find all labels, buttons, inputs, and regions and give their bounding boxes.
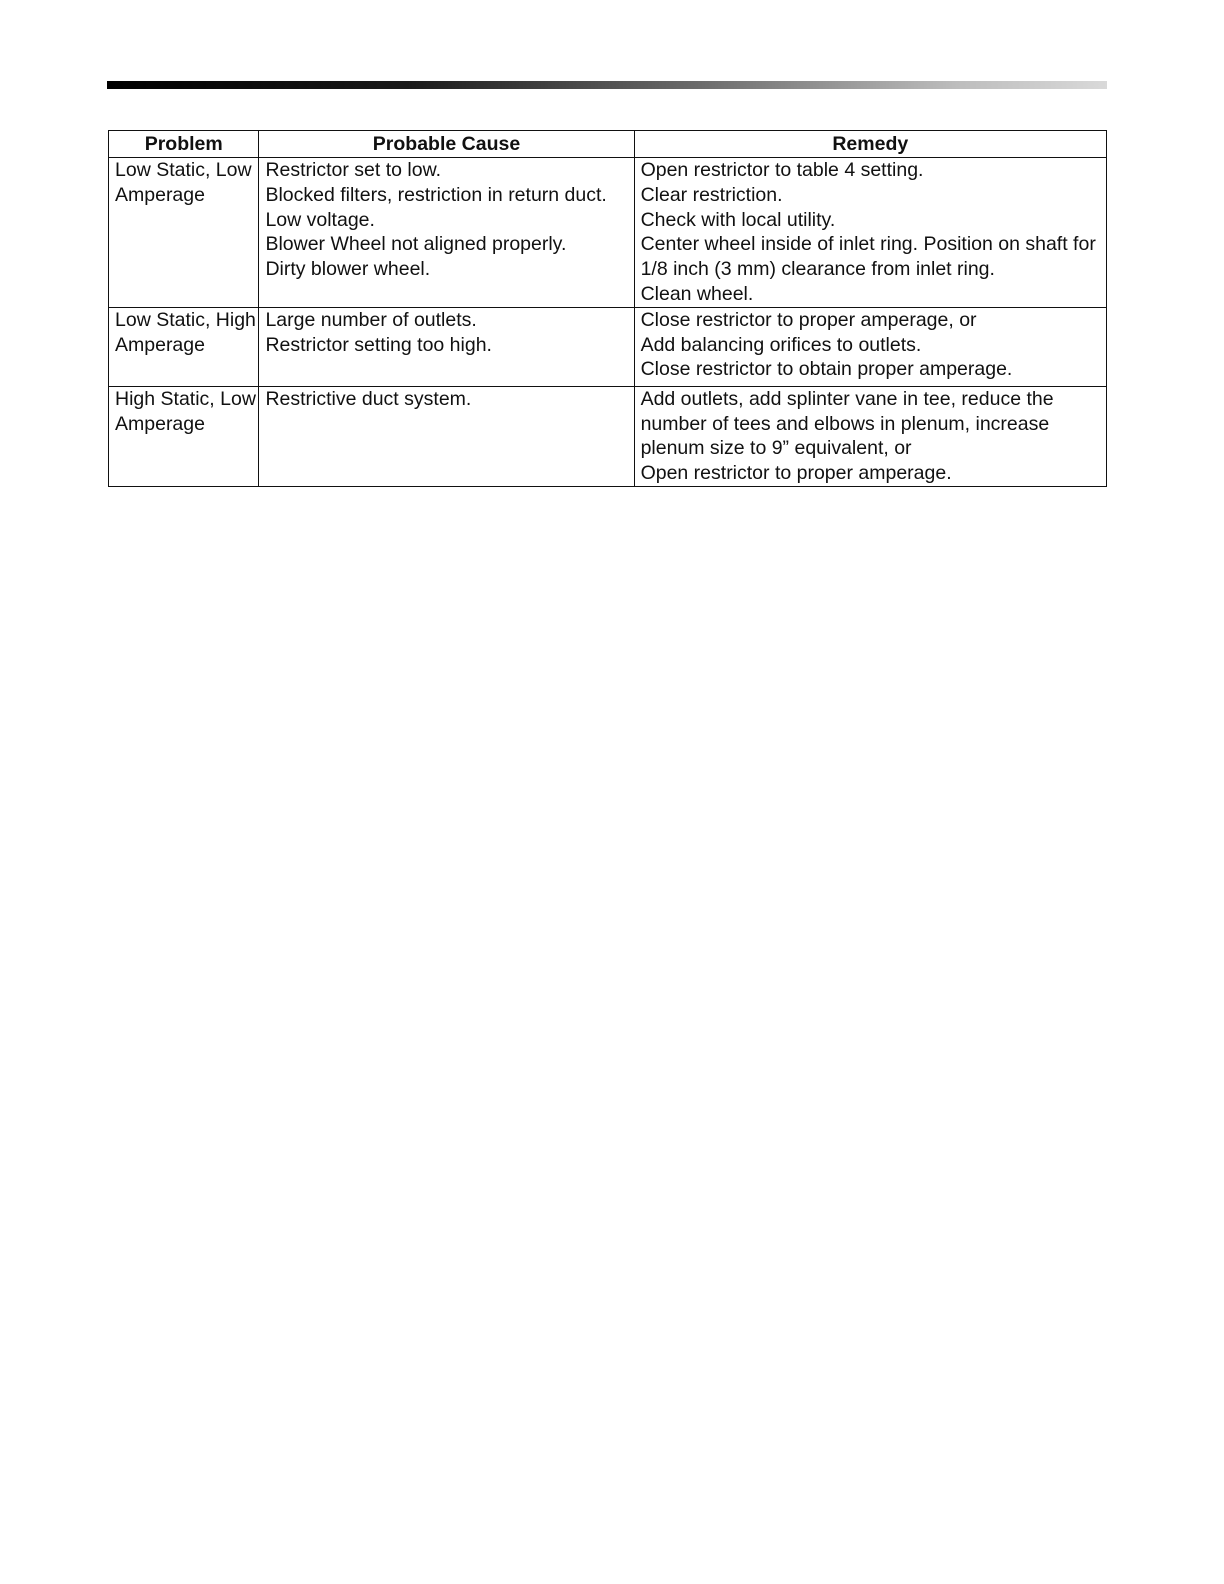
cause-line: Blower Wheel not aligned properly. (265, 233, 567, 256)
remedy-line: plenum size to 9” equivalent, or (640, 437, 912, 460)
remedy-cell (634, 307, 1106, 386)
problem-line: Amperage (115, 183, 205, 206)
table-row (109, 386, 1107, 486)
remedy-cell (634, 158, 1106, 308)
cause-line: Restrictor setting too high. (265, 333, 492, 356)
cause-line: Restrictor set to low. (265, 159, 441, 181)
remedy-line: Close restrictor to obtain proper amperage. (640, 358, 1013, 381)
remedy-line: 1/8 inch (3 mm) clearance from inlet ring. (640, 258, 995, 281)
problem-line: Amperage (115, 333, 205, 356)
remedy-line: Clear restriction. (640, 183, 783, 206)
remedy-cell (634, 386, 1106, 486)
remedy-line: Add balancing orifices to outlets. (640, 333, 922, 356)
problem-cell (109, 386, 259, 486)
header-rule (107, 81, 1107, 89)
remedy-line: number of tees and elbows in plenum, increase (640, 412, 1050, 435)
cause-cell (259, 307, 634, 386)
problem-cell (109, 158, 259, 308)
remedy-line: Open restrictor to table 4 setting. (640, 159, 924, 181)
table-header-row (109, 131, 1107, 158)
remedy-line: Clean wheel. (640, 282, 754, 305)
remedy-line: Open restrictor to proper amperage. (640, 462, 952, 485)
table-row (109, 307, 1107, 386)
cause-line: Large number of outlets. (265, 308, 477, 331)
cause-line: Low voltage. (265, 208, 375, 231)
problem-line: Amperage (115, 412, 205, 435)
table-row (109, 158, 1107, 308)
header-remedy: Remedy (634, 131, 1106, 158)
remedy-line: Add outlets, add splinter vane in tee, reduce the (640, 387, 1054, 410)
cause-cell (259, 386, 634, 486)
remedy-line: Check with local utility. (640, 208, 836, 231)
header-probable-cause: Probable Cause (259, 131, 634, 158)
problem-line: Low Static, High (115, 308, 256, 331)
cause-line: Restrictive duct system. (265, 387, 472, 410)
cause-line: Dirty blower wheel. (265, 258, 431, 281)
problem-line: High Static, Low (115, 387, 256, 410)
remedy-line: Center wheel inside of inlet ring. Position on shaft for (640, 233, 1096, 256)
remedy-line: Close restrictor to proper amperage, or (640, 308, 977, 331)
header-problem: Problem (109, 131, 259, 158)
cause-cell (259, 158, 634, 308)
problem-cell (109, 307, 259, 386)
troubleshooting-table (108, 130, 1107, 487)
problem-line: Low Static, Low (115, 159, 252, 181)
cause-line: Blocked filters, restriction in return duct. (265, 183, 607, 206)
